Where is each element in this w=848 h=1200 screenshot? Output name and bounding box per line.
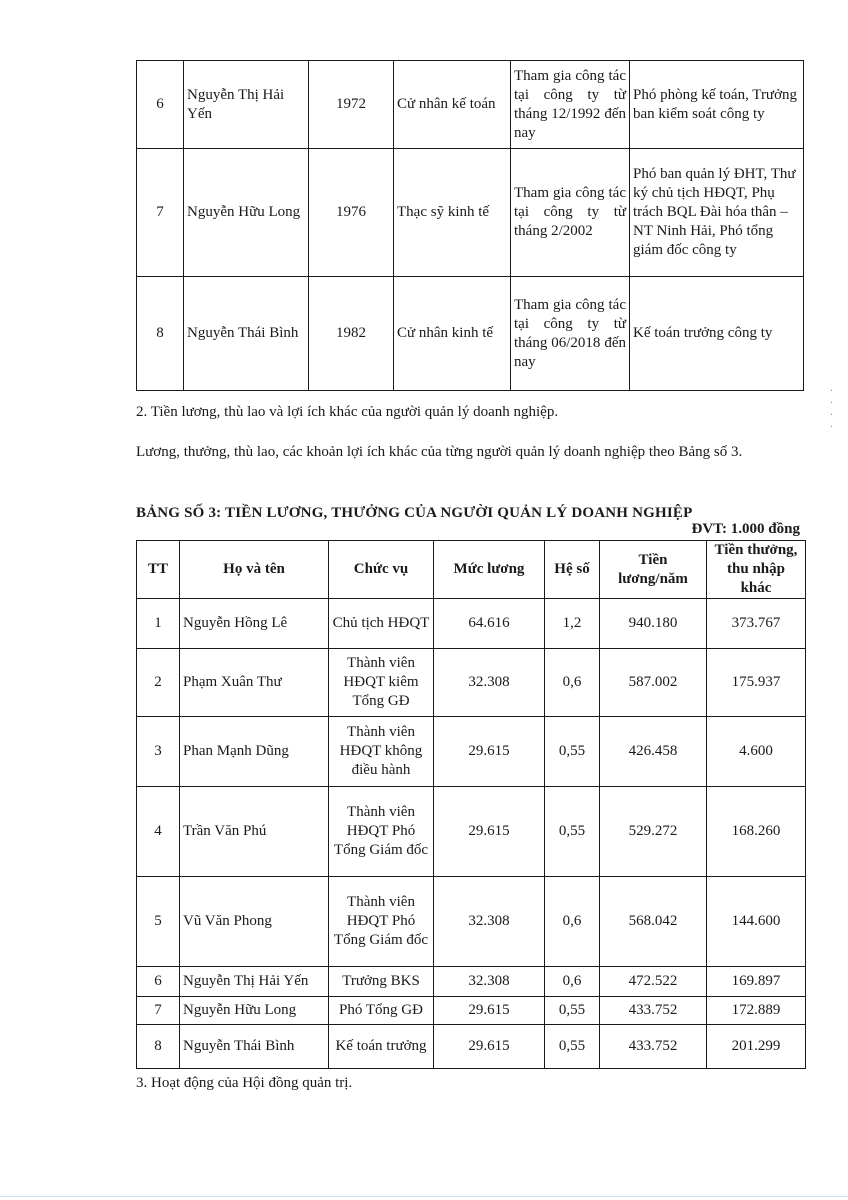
coefficient: 0,6 <box>545 967 600 997</box>
position: Thành viên HĐQT Phó Tổng Giám đốc <box>329 787 434 877</box>
table-3-title: BẢNG SỐ 3: TIỀN LƯƠNG, THƯỞNG CỦA NGƯỜI QUẢN LÝ DOANH NGHIỆP <box>136 505 693 521</box>
coefficient: 0,55 <box>545 787 600 877</box>
birth-year: 1972 <box>309 61 394 149</box>
coefficient: 0,55 <box>545 717 600 787</box>
table-row <box>137 277 804 391</box>
bonus: 144.600 <box>707 877 806 967</box>
row-number: 6 <box>137 61 184 149</box>
salary-level: 29.615 <box>434 717 545 787</box>
header-name: Họ và tên <box>180 541 329 599</box>
page-bottom-rule <box>0 1196 848 1197</box>
position: Phó ban quản lý ĐHT, Thư ký chủ tịch HĐQT, Phụ trách BQL Đài hóa thân – NT Ninh Hải, Phó tổng giám đốc công ty <box>630 149 804 277</box>
salary-year: 529.272 <box>600 787 707 877</box>
table-row <box>137 877 806 967</box>
bonus: 373.767 <box>707 599 806 649</box>
row-number: 7 <box>137 997 180 1025</box>
degree: Thạc sỹ kinh tế <box>394 149 511 277</box>
header-bonus: Tiền thưởng, thu nhập khác <box>707 541 806 599</box>
work-start: Tham gia công tác tại công ty từ tháng 06/2018 đến nay <box>511 277 630 391</box>
row-number: 8 <box>137 277 184 391</box>
table-row <box>137 1025 806 1069</box>
table-row <box>137 997 806 1025</box>
coefficient: 0,6 <box>545 877 600 967</box>
person-name: Nguyễn Thái Bình <box>184 277 309 391</box>
salary-year: 472.522 <box>600 967 707 997</box>
person-name: Nguyễn Thị Hải Yến <box>184 61 309 149</box>
person-name: Nguyễn Thái Bình <box>180 1025 329 1069</box>
person-name: Vũ Văn Phong <box>180 877 329 967</box>
birth-year: 1982 <box>309 277 394 391</box>
salary-year: 433.752 <box>600 997 707 1025</box>
salary-level: 32.308 <box>434 967 545 997</box>
section-3-heading: 3. Hoạt động của Hội đồng quản trị. <box>136 1075 353 1091</box>
position: Phó phòng kế toán, Trưởng ban kiểm soát công ty <box>630 61 804 149</box>
position: Trưởng BKS <box>329 967 434 997</box>
continued-management-table <box>136 60 804 391</box>
work-start: Tham gia công tác tại công ty từ tháng 2/2002 <box>511 149 630 277</box>
salary-level: 64.616 <box>434 599 545 649</box>
table-row <box>137 61 804 149</box>
table-row <box>137 149 804 277</box>
bonus: 4.600 <box>707 717 806 787</box>
table-header-row <box>137 541 806 599</box>
bonus: 172.889 <box>707 997 806 1025</box>
row-number: 6 <box>137 967 180 997</box>
section-2-text: Lương, thưởng, thù lao, các khoản lợi ích khác của từng người quản lý doanh nghiệp theo Bảng số 3. <box>136 444 743 460</box>
degree: Cử nhân kế toán <box>394 61 511 149</box>
salary-year: 433.752 <box>600 1025 707 1069</box>
table-row <box>137 717 806 787</box>
coefficient: 0,55 <box>545 1025 600 1069</box>
salary-level: 29.615 <box>434 787 545 877</box>
salary-year: 940.180 <box>600 599 707 649</box>
position: Kế toán trưởng công ty <box>630 277 804 391</box>
position: Phó Tổng GĐ <box>329 997 434 1025</box>
row-number: 7 <box>137 149 184 277</box>
salary-year: 568.042 <box>600 877 707 967</box>
table-row <box>137 967 806 997</box>
table-row <box>137 599 806 649</box>
salary-level: 29.615 <box>434 997 545 1025</box>
coefficient: 0,55 <box>545 997 600 1025</box>
row-number: 1 <box>137 599 180 649</box>
person-name: Nguyễn Hữu Long <box>184 149 309 277</box>
row-number: 2 <box>137 649 180 717</box>
position: Thành viên HĐQT không điều hành <box>329 717 434 787</box>
salary-level: 32.308 <box>434 877 545 967</box>
section-2-heading: 2. Tiền lương, thù lao và lợi ích khác của người quản lý doanh nghiệp. <box>136 404 559 420</box>
header-position: Chức vụ <box>329 541 434 599</box>
position: Chủ tịch HĐQT <box>329 599 434 649</box>
person-name: Phạm Xuân Thư <box>180 649 329 717</box>
row-number: 3 <box>137 717 180 787</box>
bonus: 201.299 <box>707 1025 806 1069</box>
position: Thành viên HĐQT Phó Tổng Giám đốc <box>329 877 434 967</box>
header-tt: TT <box>137 541 180 599</box>
birth-year: 1976 <box>309 149 394 277</box>
coefficient: 0,6 <box>545 649 600 717</box>
coefficient: 1,2 <box>545 599 600 649</box>
table-row <box>137 787 806 877</box>
bonus: 175.937 <box>707 649 806 717</box>
position: Kế toán trưởng <box>329 1025 434 1069</box>
row-number: 8 <box>137 1025 180 1069</box>
margin-stamp-mark: · · · · <box>830 386 834 433</box>
person-name: Nguyễn Hồng Lê <box>180 599 329 649</box>
header-salary-year: Tiền lương/năm <box>600 541 707 599</box>
salary-level: 29.615 <box>434 1025 545 1069</box>
person-name: Nguyễn Hữu Long <box>180 997 329 1025</box>
degree: Cử nhân kinh tế <box>394 277 511 391</box>
header-salary-level: Mức lương <box>434 541 545 599</box>
person-name: Nguyễn Thị Hải Yến <box>180 967 329 997</box>
salary-year: 587.002 <box>600 649 707 717</box>
salary-year: 426.458 <box>600 717 707 787</box>
bonus: 169.897 <box>707 967 806 997</box>
table-row <box>137 649 806 717</box>
row-number: 5 <box>137 877 180 967</box>
person-name: Trần Văn Phú <box>180 787 329 877</box>
header-coefficient: Hệ số <box>545 541 600 599</box>
person-name: Phan Mạnh Dũng <box>180 717 329 787</box>
table-3-unit: ĐVT: 1.000 đồng <box>691 521 800 537</box>
bonus: 168.260 <box>707 787 806 877</box>
work-start: Tham gia công tác tại công ty từ tháng 12/1992 đến nay <box>511 61 630 149</box>
salary-level: 32.308 <box>434 649 545 717</box>
row-number: 4 <box>137 787 180 877</box>
position: Thành viên HĐQT kiêm Tổng GĐ <box>329 649 434 717</box>
salary-table <box>136 540 806 1069</box>
